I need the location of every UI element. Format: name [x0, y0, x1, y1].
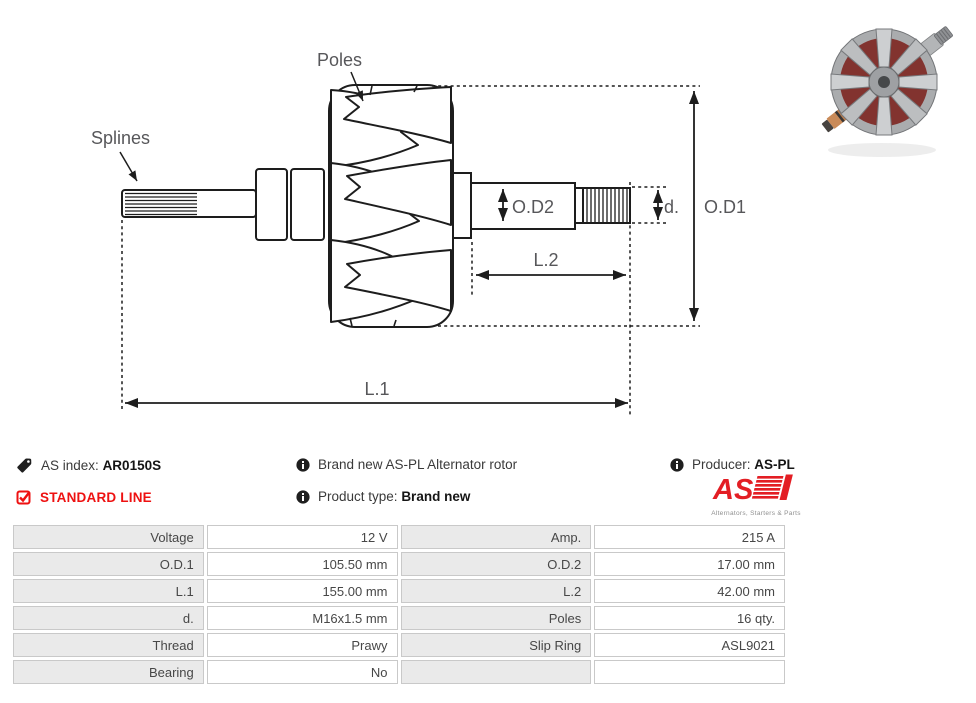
spec-value: 42.00 mm — [594, 579, 785, 603]
spec-label: Poles — [401, 606, 592, 630]
od2-label: O.D2 — [512, 197, 555, 217]
spec-label: d. — [13, 606, 204, 630]
table-row — [13, 579, 785, 603]
spec-label: O.D.2 — [401, 552, 592, 576]
checkbox-checked-icon — [16, 489, 32, 505]
as-pl-logo-mark — [712, 474, 800, 504]
table-row — [13, 606, 785, 630]
spec-label — [401, 660, 592, 684]
as-pl-logo — [710, 474, 802, 517]
product-type-text — [318, 489, 470, 504]
spec-label: O.D.1 — [13, 552, 204, 576]
info-icon — [670, 458, 684, 472]
spec-value: 17.00 mm — [594, 552, 785, 576]
spec-label: Thread — [13, 633, 204, 657]
rotor-body — [329, 85, 453, 327]
spec-label: Bearing — [13, 660, 204, 684]
spec-label: Voltage — [13, 525, 204, 549]
product-type-label: Product type: — [318, 489, 398, 504]
poles-label: Poles — [317, 50, 363, 70]
spec-label: L.1 — [13, 579, 204, 603]
rotor-shaft-left — [122, 169, 324, 240]
splines-label: Splines — [91, 128, 151, 148]
callout-arrows — [120, 72, 363, 181]
spec-table — [10, 522, 788, 687]
as-logo-text: AS — [713, 474, 754, 504]
spec-value: 155.00 mm — [207, 579, 398, 603]
spec-value: 12 V — [207, 525, 398, 549]
description-item — [296, 457, 517, 472]
as-index-label: AS index: — [41, 458, 99, 473]
table-row — [13, 660, 785, 684]
as-index-text — [41, 458, 161, 473]
spec-label: Slip Ring — [401, 633, 592, 657]
info-icon — [296, 458, 310, 472]
spec-value: M16x1.5 mm — [207, 606, 398, 630]
spec-value: No — [207, 660, 398, 684]
as-index-item — [16, 457, 161, 474]
info-icon — [296, 490, 310, 504]
spec-value: 16 qty. — [594, 606, 785, 630]
od1-label: O.D1 — [704, 197, 747, 217]
description-text: Brand new AS-PL Alternator rotor — [318, 457, 518, 472]
producer-label: Producer: — [692, 457, 751, 472]
l2-label: L.2 — [533, 250, 559, 270]
spec-label: L.2 — [401, 579, 592, 603]
tag-icon — [16, 457, 33, 474]
standard-line-label: STANDARD LINE — [40, 489, 152, 505]
product-type-item — [296, 489, 470, 504]
as-index-value: AR0150S — [102, 458, 162, 473]
l1-label: L.1 — [364, 379, 390, 399]
spec-label: Amp. — [401, 525, 592, 549]
spec-value: 105.50 mm — [207, 552, 398, 576]
spec-value: Prawy — [207, 633, 398, 657]
producer-text — [692, 457, 795, 472]
product-type-value: Brand new — [401, 489, 471, 504]
as-logo-tagline: Alternators, Starters & Parts — [711, 510, 801, 517]
table-row — [13, 525, 785, 549]
splines-arrow — [120, 152, 137, 181]
producer-value: AS-PL — [754, 457, 795, 472]
standard-line-item — [16, 489, 152, 505]
table-row — [13, 633, 785, 657]
table-row — [13, 552, 785, 576]
spec-value: ASL9021 — [594, 633, 785, 657]
product-photo — [798, 2, 970, 164]
d-label: d. — [664, 197, 680, 217]
producer-item — [670, 457, 795, 472]
spec-value — [594, 660, 785, 684]
spec-value: 215 A — [594, 525, 785, 549]
